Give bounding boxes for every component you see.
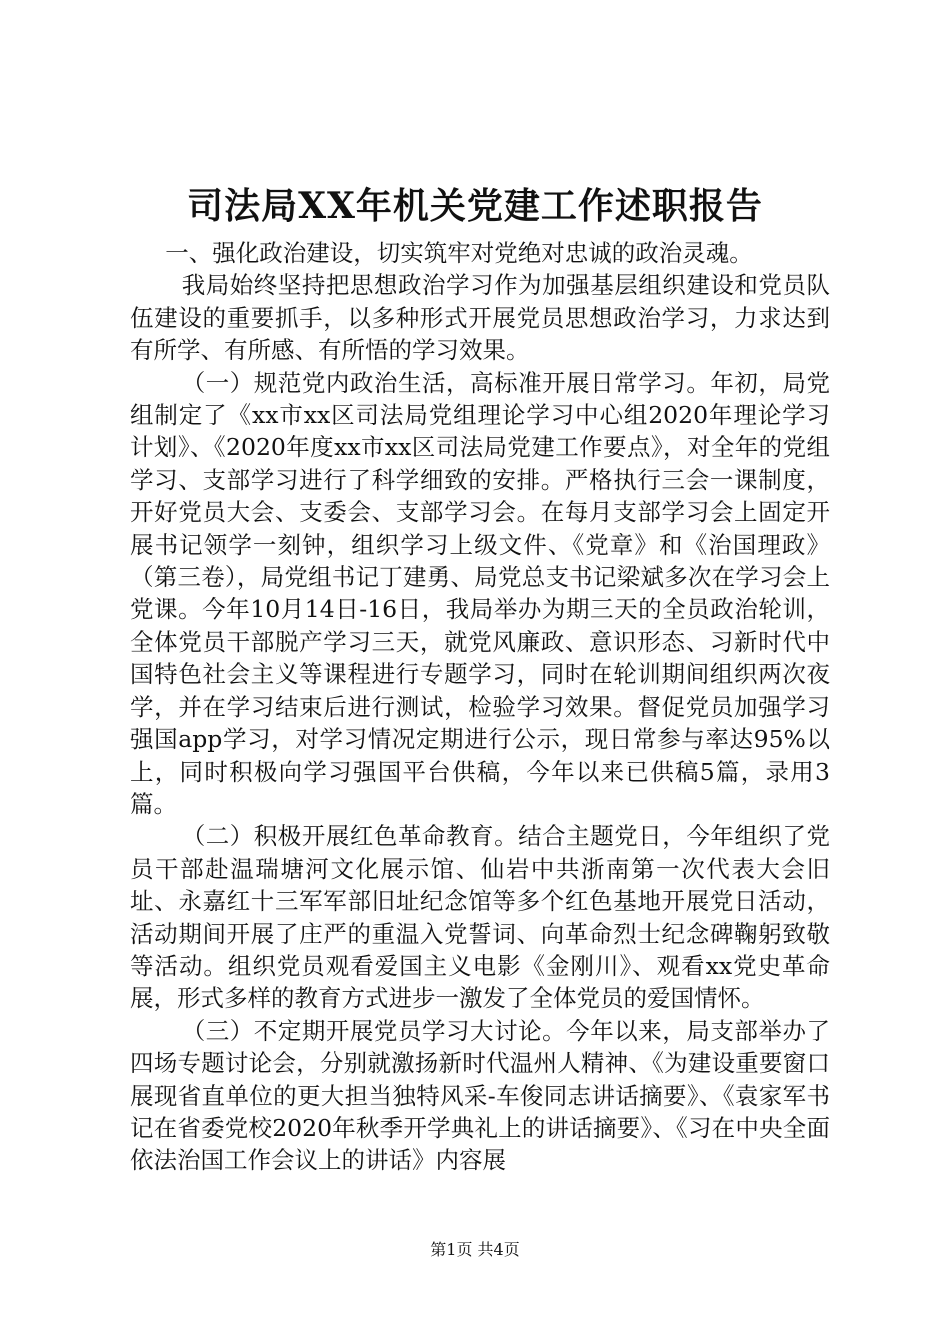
document-body [130,237,830,1177]
paragraph-regulate-party-life: （一）规范党内政治生活，高标准开展日常学习。年初，局党组制定了《xx市xx区司法局党组理论学习中心组2020年理论学习计划》、《2020年度xx市xx区司法局党建工作要点》，对全年的党组学习、支部学习进行了科学细致的安排。严格执行三会一课制度，开好党员大会、支委会、支部学习会。在每月支部学习会上固定开展书记领学一刻钟，组织学习上级文件、《党章》和《治国理政》（第三卷），局党组书记丁建勇、局党总支书记梁斌多次在学习会上党课。今年10月14日-16日，我局举办为期三天的全员政治轮训，全体党员干部脱产学习三天，就党风廉政、意识形态、习新时代中国特色社会主义等课程进行专题学习，同时在轮训期间组织两次夜学，并在学习结束后进行测试，检验学习效果。督促党员加强学习强国app学习，对学习情况定期进行公示，现日常参与率达95%以上，同时积极向学习强国平台供稿，今年以来已供稿5篇，录用3篇。 [130,368,830,818]
document-title: 司法局XX年机关党建工作述职报告 [187,185,763,227]
paragraph-red-revolution-education: （二）积极开展红色革命教育。结合主题党日，今年组织了党员干部赴温瑞塘河文化展示馆、仙岩中共浙南第一次代表大会旧址、永嘉红十三军军部旧址纪念馆等多个红色基地开展党日活动，活动期间开展了庄严的重温入党誓词、向革命烈士纪念碑鞠躬致敬等活动。组织党员观看爱国主义电影《金刚川》、观看xx党史革命展，形式多样的教育方式进步一激发了全体党员的爱国情怀。 [130,822,830,1013]
page-number-footer: 第1页 共4页 [430,1240,520,1259]
section-heading: 一、强化政治建设，切实筑牢对党绝对忠诚的政治灵魂。 [165,239,753,267]
paragraph-party-study-discussion: （三）不定期开展党员学习大讨论。今年以来，局支部举办了四场专题讨论会，分别就激扬新时代温州人精神、《为建设重要窗口展现省直单位的更大担当独特风采-车俊同志讲话摘要》、《袁家军书记在省委党校2020年秋季开学典礼上的讲话摘要》、《习在中央全面依法治国工作会议上的讲话》内容展 [130,1016,830,1175]
intro-paragraph: 我局始终坚持把思想政治学习作为加强基层组织建设和党员队伍建设的重要抓手，以多种形式开展党员思想政治学习，力求达到有所学、有所感、有所悟的学习效果。 [130,271,830,365]
